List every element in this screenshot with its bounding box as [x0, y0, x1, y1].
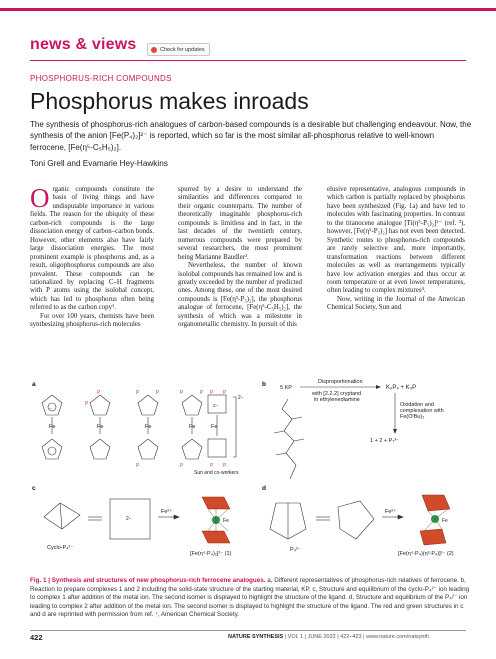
panel-c-label: c: [32, 485, 36, 492]
update-icon: [151, 47, 157, 53]
body-column-2: [178, 186, 302, 330]
page-number: 422: [30, 633, 43, 642]
p-label: P: [136, 463, 140, 469]
p-label: P: [210, 463, 214, 469]
charge-2minus: 2−: [238, 395, 244, 401]
p-label: P: [97, 390, 101, 396]
header-rule: [30, 60, 466, 61]
drop-cap: O: [30, 183, 50, 213]
journal-name: NATURE SYNTHESIS: [228, 634, 284, 640]
sun-coworkers-label: Sun and co-workers: [194, 470, 239, 476]
body-column-3: [327, 186, 465, 313]
footer-rule: [30, 630, 466, 631]
b-in-en: in ethylenediamine: [314, 397, 360, 403]
d-fe2: Fe²⁺: [385, 509, 397, 515]
b-down-arrowhead: [393, 429, 397, 434]
panel-a-label: a: [32, 381, 36, 388]
col2-paragraph-1: spurred by a desire to understand the similarities and differences compared to their organic counterparts. The number of theoretically imaginable phosphorus-rich compounds is limitless and in fact, in the last decades of the twentieth century, numerous compounds were prepared by several researchers, the most prominent being Marianne Baudler².: [178, 186, 302, 261]
b-oxidation: Oxidation and: [400, 402, 434, 408]
fe-label: Fe: [49, 424, 56, 430]
article-kicker: PHOSPHORUS-RICH COMPOUNDS: [30, 74, 172, 83]
journal-info: [228, 634, 429, 640]
b-disproportionation: Disproportionation: [318, 379, 363, 385]
col1-paragraph-2: For over 100 years, chemists have been synthesizing phosphorus-rich molecules: [30, 312, 154, 329]
c-cyclo-label: Cyclo-P₄²⁻: [47, 545, 74, 551]
body-column-1: [30, 183, 154, 330]
fe-label: Fe: [442, 518, 448, 524]
top-accent-line: [0, 8, 496, 11]
caption-head: Fig. 1 | Synthesis and structures of new phosphorus-rich ferrocene analogues.: [30, 577, 266, 584]
p-label: P: [210, 390, 214, 396]
p-label: P: [223, 390, 227, 396]
d-product: [Fe(η⁴-P₄)(η³-P₄)]²⁻ (2): [398, 551, 454, 557]
caption-body: a, Different representatives of phosphorus-rich relatives of ferrocene. b, Reaction to prepare complexes 1 and 2 including the solid-state structure of the starting material, KP. c, Structure and equilibrium of the cyclo-P₄²⁻ ion leading to complex 1 after addition of the metal ion. The second isomer is displayed to highlight the structure of the ligand. d, Structure and equilibrium of the P₄²⁻ ion leading to complex 2 after addition of the metal ion. The second isomer is displayed to highlight the structure of the ligand. The red and green structures in c and d are reprinted with permission from ref. ⁷, American Chemical Society.: [30, 577, 470, 618]
journal-details: | VOL 1 | JUNE 2022 | 422–423 | www.nature.com/natsynth: [283, 634, 430, 640]
b-result: 1 + 2 + P₇³⁻: [370, 438, 399, 444]
b-products: K₂P₄ + K₃P: [386, 385, 417, 391]
fe-label: Fe: [189, 424, 196, 430]
panel-a-p-atoms: [85, 390, 227, 469]
b-reactant: 5 KP: [280, 385, 292, 391]
p-label: P: [85, 401, 89, 407]
panel-d-label: d: [262, 485, 266, 492]
p-label: P: [180, 463, 184, 469]
col3-paragraph-2: Now, writing in the Journal of the American Chemical Society, Sun and: [327, 295, 465, 312]
c-product: [Fe(η⁴-P₄)₂]²⁻ (1): [190, 551, 232, 557]
d-p4-label: P₄²⁻: [290, 547, 301, 553]
c-fe2: Fe²⁺: [161, 509, 173, 515]
c-charge: 2−: [126, 516, 132, 522]
col3-paragraph-1: elusive representative, analogous compounds in which carbon is partially replaced by phosphorus have been synthesized (Fig. 1a) and have led to molecules with fascinating properties. In contrast to the titanocene analogue [Ti(η⁵-P₅)₂]²⁻ (ref. ³), however, [Fe(η⁵-P₅)₂] has not even been detected. Synthetic routes to phosphorus-rich compounds are rarely selective and, more importantly, transformation reactions between different molecules as well as rearrangements typically have low activation energies and thus occur at room temperature or at even lower temperatures, often leading to complex mixtures⁴.: [327, 186, 465, 295]
fe-label: Fe: [145, 424, 152, 430]
p-label: P: [200, 390, 204, 396]
b-complexation: complexation with: [400, 408, 444, 414]
p-label: P: [136, 390, 140, 396]
p-label: P: [156, 390, 160, 396]
charge-minus: −: [49, 406, 52, 411]
check-for-updates-label: Check for updates: [160, 46, 205, 53]
col2-paragraph-2: Nevertheless, the number of known isolobal compounds has remained low and is greatly exceeded by the number of predicted ones. Among these, one of the most desired compounds is [Fe(η⁵-P₅)₂], the phosphorus analogue of ferrocene, [Fe(η⁵-C₅H₅)₂], the synthesis of which was a milestone in organometallic chemistry. In pursuit of this: [178, 262, 302, 329]
article-title: Phosphorus makes inroads: [30, 88, 309, 114]
figure-caption: [30, 577, 470, 620]
col1-paragraph-1: rganic compounds constitute the basis of living things and have undisputable importance in various fields. The reason for the ubiquity of these carbon-rich compounds is the large dissociation energy of carbon–carbon bonds. However, other elements also have fairly large dissociation energies. The most prominent example is phosphorus and, as a result, oligophosphorus compounds are also prevalent. These compounds can be rationalized by replacing C–H fragments with P atoms using the isolobal concept, which has led to phosphorus often being referred to as the carbon copy¹.: [30, 186, 154, 312]
panel-b-label: b: [262, 381, 266, 388]
panel-c-structures: [44, 499, 179, 539]
section-badge: news & views: [30, 36, 137, 53]
b-fe-reagent: Fe(OᵗBu)₂: [400, 414, 425, 420]
p-label: P: [223, 463, 227, 469]
article-standfirst: The synthesis of phosphorus-rich analogues of carbon-based compounds is a desirable but challenging endeavour. Now, the synthesis of the anion [Fe(P₄)₂]²⁻ is reported, which so far is the most similar all-phosphorus relative to well-known ferrocene, [Fe(η⁵-C₅H₅)₂].: [30, 120, 472, 152]
b-with-cryptand: with [2.2.2] cryptand: [312, 391, 362, 397]
figure-1: [30, 379, 470, 569]
p-label: P: [180, 390, 184, 396]
fe-label: Fe: [97, 424, 104, 430]
charge-2minus: 2−: [213, 403, 219, 408]
fe-label: Fe: [223, 518, 229, 524]
b-kp-chain: [274, 399, 304, 479]
panel-a-structures: [42, 395, 236, 459]
b-arrowhead: [376, 385, 381, 389]
article-authors: Toni Grell and Evamarie Hey-Hawkins: [30, 159, 168, 168]
check-for-updates-button[interactable]: [147, 43, 210, 56]
panel-d-structures: [270, 501, 403, 539]
fe-label: Fe: [211, 424, 218, 430]
